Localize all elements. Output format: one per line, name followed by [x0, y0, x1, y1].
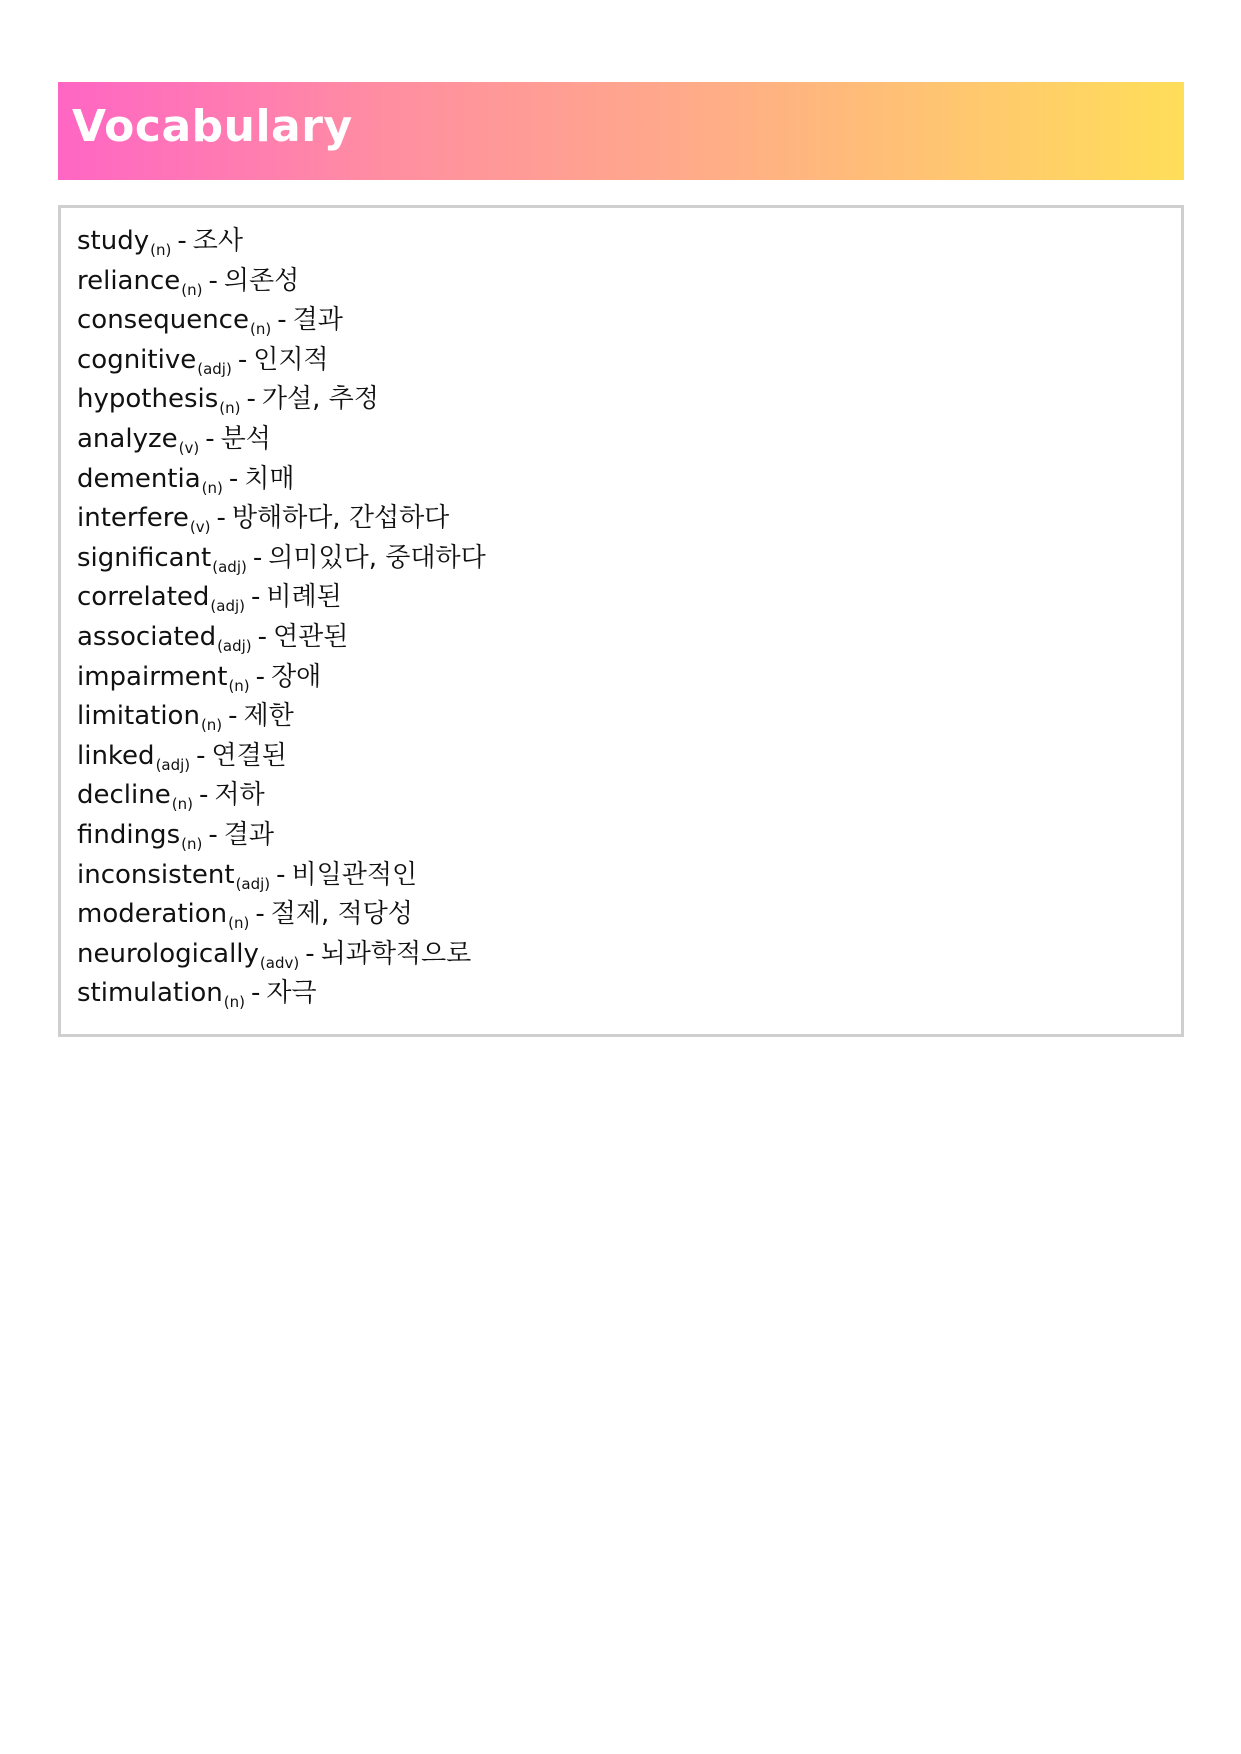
vocab-pos: (n) [201, 478, 223, 497]
vocab-pos: (adv) [259, 953, 300, 972]
vocab-separator: - [237, 344, 248, 375]
vocab-word: analyze [77, 423, 178, 454]
vocab-pos: (adj) [235, 874, 271, 893]
list-item [77, 539, 486, 579]
list-item [77, 737, 486, 777]
vocab-meaning: 인지적 [253, 344, 329, 375]
list-item [77, 420, 486, 460]
list-item [77, 578, 486, 618]
list-item [77, 974, 486, 1014]
list-item [77, 697, 486, 737]
vocab-pos: (n) [181, 834, 203, 853]
vocab-separator: - [255, 661, 266, 692]
vocab-pos: (n) [223, 993, 245, 1012]
vocab-separator: - [208, 265, 218, 296]
vocab-separator: - [305, 938, 315, 969]
vocab-pos: (n) [171, 795, 193, 814]
list-item [77, 341, 486, 381]
vocab-word: neurologically [77, 938, 259, 969]
vocab-pos: (n) [228, 676, 250, 695]
vocab-separator: - [246, 384, 256, 415]
vocab-word: inconsistent [77, 859, 235, 890]
vocab-word: reliance [77, 265, 181, 296]
vocab-pos: (n) [150, 241, 172, 259]
vocab-meaning: 의존성 [223, 265, 300, 296]
list-item [77, 301, 486, 341]
vocab-meaning: 결과 [223, 819, 274, 850]
vocab-pos: (adj) [217, 636, 252, 655]
vocab-separator: - [177, 226, 187, 256]
vocab-word: consequence [77, 305, 249, 336]
vocab-separator: - [228, 701, 238, 732]
vocab-word: stimulation [77, 978, 223, 1009]
vocab-word: associated [77, 621, 217, 652]
vocab-separator: - [250, 978, 261, 1009]
vocab-pos: (n) [219, 399, 241, 418]
vocab-meaning: 장애 [271, 661, 322, 692]
vocab-meaning: 제한 [243, 701, 294, 732]
vocab-separator: - [196, 740, 206, 771]
vocab-word: correlated [77, 582, 210, 613]
vocab-word: decline [77, 780, 171, 811]
vocab-separator: - [208, 819, 218, 850]
page-title: Vocabulary [72, 101, 353, 152]
vocab-meaning: 가설, 추정 [261, 384, 379, 415]
list-item [77, 658, 486, 698]
list-item [77, 380, 486, 420]
vocab-meaning: 치매 [244, 463, 295, 494]
list-item [77, 618, 486, 658]
vocab-pos: (adj) [210, 597, 245, 616]
vocab-meaning: 뇌과학적으로 [320, 938, 472, 969]
vocab-word: linked [77, 740, 155, 771]
vocab-word: dementia [77, 463, 201, 494]
vocab-meaning: 조사 [192, 226, 243, 256]
vocab-meaning: 저하 [214, 780, 265, 811]
vocab-pos: (n) [249, 320, 272, 339]
vocab-word: findings [77, 819, 181, 850]
vocab-separator: - [276, 859, 286, 890]
vocab-separator: - [205, 423, 215, 454]
vocab-meaning: 연관된 [273, 621, 349, 652]
vocab-word: interfere [77, 503, 189, 534]
list-item [77, 222, 486, 262]
vocab-pos: (adj) [197, 359, 232, 378]
vocab-word: hypothesis [77, 384, 219, 415]
list-item [77, 776, 486, 816]
list-item [77, 895, 486, 935]
vocab-separator: - [216, 503, 226, 534]
vocab-meaning: 연결된 [211, 740, 287, 771]
list-item [77, 816, 486, 856]
vocabulary-box [58, 205, 1184, 1037]
list-item [77, 460, 486, 500]
vocab-meaning: 분석 [220, 423, 271, 454]
vocab-separator: - [255, 899, 265, 930]
vocab-word: moderation [77, 899, 228, 930]
vocab-meaning: 비일관적인 [291, 859, 418, 890]
vocab-pos: (adj) [212, 557, 247, 576]
vocab-separator: - [257, 621, 268, 652]
vocab-separator: - [277, 305, 287, 336]
list-item [77, 262, 486, 302]
vocabulary-list [77, 222, 486, 1014]
vocab-pos: (n) [228, 914, 250, 933]
vocab-word: impairment [77, 661, 228, 692]
vocab-meaning: 자극 [266, 978, 317, 1009]
list-item [77, 935, 486, 975]
vocab-pos: (adj) [155, 755, 191, 774]
vocab-separator: - [252, 542, 263, 573]
vocab-word: cognitive [77, 344, 197, 375]
vocab-meaning: 결과 [292, 305, 343, 336]
vocab-separator: - [198, 780, 209, 811]
vocab-meaning: 방해하다, 간섭하다 [231, 503, 450, 534]
vocab-meaning: 비례된 [266, 582, 342, 613]
vocab-separator: - [251, 582, 261, 613]
header-banner [58, 82, 1184, 180]
list-item [77, 499, 486, 539]
vocab-word: study [77, 226, 150, 256]
vocab-pos: (v) [178, 438, 200, 457]
list-item [77, 856, 486, 896]
vocab-pos: (n) [181, 280, 203, 299]
vocab-pos: (n) [200, 716, 223, 735]
vocab-meaning: 의미있다, 중대하다 [268, 542, 486, 573]
vocab-word: limitation [77, 701, 200, 732]
vocab-meaning: 절제, 적당성 [270, 899, 413, 930]
vocab-separator: - [228, 463, 239, 494]
vocab-word: significant [77, 542, 212, 573]
vocab-pos: (v) [189, 518, 211, 537]
